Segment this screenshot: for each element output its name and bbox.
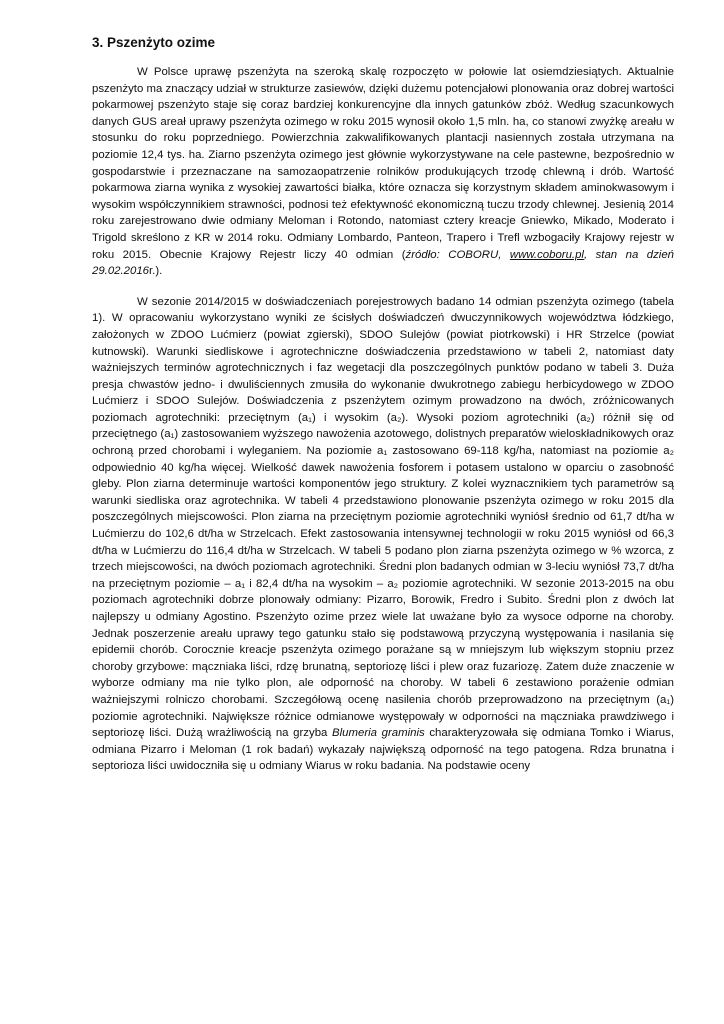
paragraph-trials (92, 294, 674, 775)
section-title: 3. Pszenżyto ozime (92, 35, 216, 50)
paragraph-intro (92, 64, 674, 280)
paragraph-trials-text-2: charakteryzowała się odmiana Tomko i Wiarus, odmiana Pizarro i Meloman (1 rok badań) wykazały największą odporność na tego patogena. Rdza brunatna i septorioza liści uwidoczniła się u odmiany Wiarus w roku badania. Na podstawie oceny (92, 727, 674, 773)
source-prefix: źródło: COBORU, (405, 248, 510, 261)
source-suffix: , stan na dzień 29.02.2016 (92, 248, 675, 278)
source-link[interactable]: www.coboru.pl (509, 248, 584, 261)
pathogen-name: Blumeria graminis (332, 727, 425, 740)
document-page (92, 34, 674, 775)
paragraph-intro-end: r.). (149, 265, 163, 278)
paragraph-trials-text: W sezonie 2014/2015 w doświadczeniach porejestrowych badano 14 odmian pszenżyta ozimego (tabela 1). W opracowaniu wykorzystano wyniki ze ścisłych doświadczeń dwuczynnikowych województwa łódzkiego, założonych w ZDOO Lućmierz (powiat zgierski), SDOO Sulejów (powiat piotrkowski) i HR Strzelce (powiat kutnowski). Warunki siedliskowe i agrotechniczne doświadczenia przedstawiono w tabeli 2, natomiast daty ważniejszych terminów agrotechnicznych i faz wegetacji dla poszczególnych punktów podano w tabeli 3. Duża presja chwastów jedno- i dwuliściennych zmusiła do wykonanie dwukrotnego zabiegu herbicydowego w ZDOO Lućmierz i SDOO Sulejów. Doświadczenia z pszenżytem ozimym prowadzono na dwóch, zróżnicowanych poziomach agrotechniki: przeciętnym (a₁) i wysokim (a₂). Wysoki poziom agrotechniki (a₂) różnił się od przeciętnego (a₁) zastosowaniem wyższego nawożenia azotowego, dolistnych preparatów wieloskładnikowych oraz ochroną przed chorobami i wyleganiem. Na poziomie a₁ zastosowano 69-118 kg/ha, natomiast na poziomie a₂ odpowiednio 40 kg/ha więcej. Wielkość dawek nawożenia fosforem i potasem ustalono w oparciu o zasobność gleby. Plon ziarna determinuje wartości komponentów jego struktury. Z kolei wyznacznikiem tych parametrów są warunki siedliska oraz agrotechnika. W tabeli 4 przedstawiono plonowanie pszenżyta ozimego w roku 2015 dla poszczególnych miejscowości. Plon ziarna na przeciętnym poziomie agrotechniki wyniósł średnio od 61,7 dt/ha w Lućmierzu do 102,6 dt/ha w Strzelcach. Efekt zastosowania intensywnej technologii w roku 2015 wyniósł od 66,3 dt/ha w Lućmierzu do 116,4 dt/ha w Strzelcach. W tabeli 5 podano plon ziarna pszenżyta ozimego w % wzorca, z trzech miejscowości, na dwóch poziomach agrotechniki. Średni plon badanych odmian w 3-leciu wyniósł 73,7 dt/ha na przeciętnym poziomie – a₁ i 82,4 dt/ha na wysokim – a₂ poziomie agrotechniki. W sezonie 2013-2015 na obu poziomach agrotechniki dobrze plonowały odmiany: Pizarro, Borowik, Fredro i Subito. Średni plon z dwóch lat najlepszy u odmiany Agostino. Pszenżyto ozime przez wiele lat uważane było za wysoce odporne na choroby. Jednak poszerzenie areału uprawy tego gatunku stało się podstawową przyczyną występowania i nasilania się epidemii chorób. Corocznie kreacje pszenżyta ozimego porażane są w mniejszym lub większym stopniu przez choroby grzybowe: mączniaka liści, rdzę brunatną, septoriozę liści i plew oraz fuzariozę. Zatem duże znaczenie w wyborze odmiany ma nie tylko plon, ale odporność na choroby. W tabeli 6 zestawiono porażenie odmian ważniejszymi rolniczo chorobami. Szczegółową ocenę nasilenia chorób przeprowadzono na przeciętnym (a₁) poziomie agrotechniki. Największe różnice odmianowe występowały w odporności na mączniaka prawdziwego i septoriozę liści. Dużą wrażliwością na grzyba (92, 295, 674, 740)
paragraph-intro-text: W Polsce uprawę pszenżyta na szeroką skalę rozpoczęto w połowie lat osiemdziesiątych. Aktualnie pszenżyto ma znaczący udział w strukturze zasiewów, dzięki dużemu potencjałowi plonowania oraz dobrej wartości pokarmowej pszenżyto staje się coraz bardziej konkurencyjne dla innych gatunków zbóż. Według szacunkowych danych GUS areał uprawy pszenżyta ozimego w roku 2015 wynosił około 1,5 mln. ha, co stanowi zwyżkę areału w stosunku do roku poprzedniego. Powierzchnia zakwalifikowanych plantacji nasiennych została utrzymana na poziomie 12,4 tys. ha. Ziarno pszenżyta ozimego jest głównie wykorzystywane na cele pastewne, bezpośrednio w gospodarstwie i przeznaczane na samozaopatrzenie rolników produkujących trzodę chlewną i drób. Wartość pokarmowa ziarna wynika z wysokiej zawartości białka, które oznacza się korzystnym składem aminokwasowym i wysokim współczynnikiem strawności, podnosi też efektywność ekonomiczną tuczu trzody chlewnej. Jesienią 2014 roku zarejestrowano dwie odmiany Meloman i Rotondo, natomiast cztery kreacje Gniewko, Mikado, Moderato i Trigold skreślono z KR w 2014 roku. Odmiany Lombardo, Panteon, Trapero i Trefl wzbogaciły Krajowy rejestr w roku 2015. Obecnie Krajowy Rejestr liczy 40 odmian ( (92, 66, 674, 261)
